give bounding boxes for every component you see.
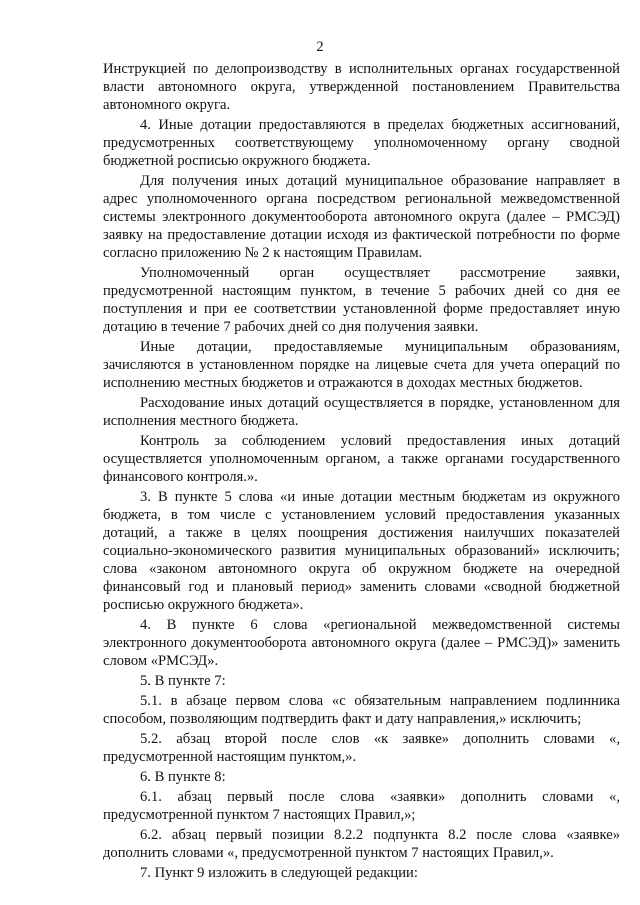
paragraph-item-5-1: 5.1. в абзаце первом слова «с обязательным направлением подлинника способом, позволяющим подтвердить факт и дату направления,» исключить; [103,693,620,727]
paragraph-item-3-amendment: 3. В пункте 5 слова «и иные дотации местным бюджетам из окружного бюджета, в том числе с установлением условий предоставления указанных дотаций, а также в целях поощрения достижения наилучших показателей социально-экономического развития муниципальных образований» исключить; слова «законом автономного округа об окружном бюджете на очередной финансовый год и плановый период» заменить словами «сводной бюджетной росписью окружного бюджета». [103,489,620,613]
paragraph-instruction-continuation: Инструкцией по делопроизводству в исполнительных органах государственной власти автономного округа, утвержденной постановлением Правительства автономного округа. [103,61,620,113]
paragraph-funds-spending: Расходование иных дотаций осуществляется в порядке, установленном для исполнения местного бюджета. [103,395,620,429]
paragraph-item-6-2: 6.2. абзац первый позиции 8.2.2 подпункта 8.2 после слова «заявке» дополнить словами «, предусмотренной пунктом 7 настоящих Правил,». [103,827,620,861]
paragraph-item-4-amendment: 4. В пункте 6 слова «региональной межведомственной системы электронного документооборота автономного округа (далее – РМСЭД)» заменить словом «РМСЭД». [103,617,620,669]
paragraph-item-6-1: 6.1. абзац первый после слова «заявки» дополнить словами «, предусмотренной пунктом 7 настоящих Правил,»; [103,789,620,823]
paragraph-item-5-2: 5.2. абзац второй после слов «к заявке» дополнить словами «, предусмотренной настоящим пунктом,». [103,731,620,765]
paragraph-control: Контроль за соблюдением условий предоставления иных дотаций осуществляется уполномоченным органом, а также органами государственного финансового контроля.». [103,433,620,485]
paragraph-item-4: 4. Иные дотации предоставляются в пределах бюджетных ассигнований, предусмотренных соответствующему уполномоченному органу сводной бюджетной росписью окружного бюджета. [103,117,620,169]
paragraph-item-7-heading: 7. Пункт 9 изложить в следующей редакции: [140,865,418,881]
document-body [103,60,620,882]
paragraph-item-5-heading: 5. В пункте 7: [140,673,226,689]
paragraph-item-6-heading: 6. В пункте 8: [140,769,226,785]
page-number: 2 [316,39,324,55]
paragraph-application-review: Уполномоченный орган осуществляет рассмотрение заявки, предусмотренной настоящим пунктом, в течение 5 рабочих дней со дня ее поступления и при ее соответствии установленной форме предоставляет иную дотацию в течение 7 рабочих дней со дня получения заявки. [103,265,620,335]
paragraph-funds-crediting: Иные дотации, предоставляемые муниципальным образованиям, зачисляются в установленном порядке на лицевые счета для учета операций по исполнению местных бюджетов и отражаются в доходах местных бюджетов. [103,339,620,391]
paragraph-application-submission: Для получения иных дотаций муниципальное образование направляет в адрес уполномоченного органа посредством региональной межведомственной системы электронного документооборота автономного округа (далее – РМСЭД) заявку на предоставление дотации исходя из фактической потребности по форме согласно приложению № 2 к настоящим Правилам. [103,173,620,261]
